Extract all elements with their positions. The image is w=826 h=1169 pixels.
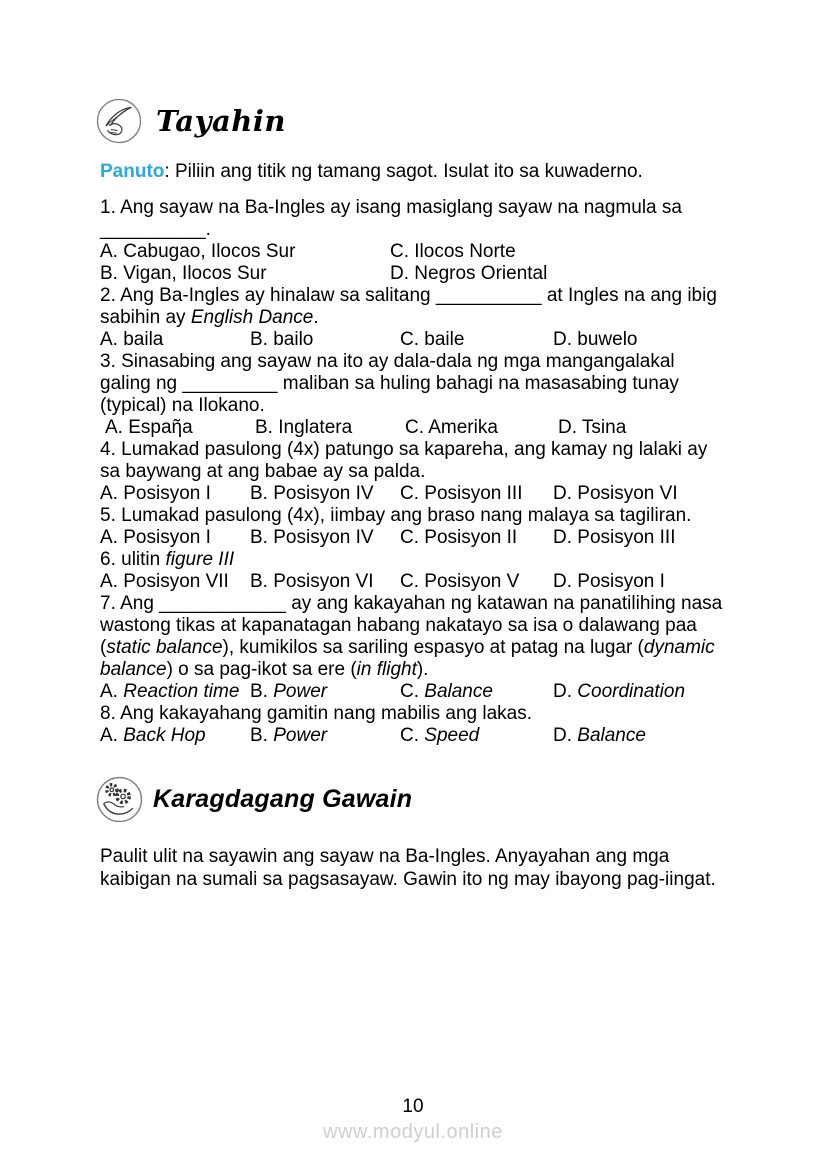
option-cell: [100, 571, 250, 593]
option-cell: [553, 527, 726, 549]
options-row: [100, 571, 726, 593]
text-segment: A. Espaῆa: [105, 417, 193, 438]
text-line: [100, 615, 726, 637]
text-segment: D. buwelo: [553, 329, 638, 350]
option-cell: [250, 571, 400, 593]
italic-text: Speed: [424, 725, 480, 746]
italic-text: Balance: [424, 681, 493, 702]
text-segment: C. Posisyon V: [400, 571, 520, 592]
text-segment: D.: [553, 681, 578, 702]
option-cell: [250, 483, 400, 505]
text-segment: C.: [400, 725, 425, 746]
text-line: [100, 703, 726, 725]
options-row: [100, 417, 726, 439]
italic-text: Balance: [577, 725, 646, 746]
option-cell: [553, 483, 726, 505]
option-cell: [553, 571, 726, 593]
option-cell: [390, 241, 726, 263]
option-cell: [553, 725, 726, 747]
text-segment: B. Vigan, Ilocos Sur: [100, 263, 267, 284]
option-cell: [250, 329, 400, 351]
text-line: [100, 307, 726, 329]
text-segment: A. Posisyon I: [100, 483, 211, 504]
option-cell: [400, 329, 553, 351]
text-segment: D. Posisyon III: [553, 527, 676, 548]
text-line: [100, 351, 726, 373]
text-segment: ) o sa pag-ikot sa ere (: [166, 659, 357, 680]
options-row: [100, 329, 726, 351]
instruction-label: Panuto: [100, 161, 165, 182]
text-segment: A. Cabugao, Ilocos Sur: [100, 241, 296, 262]
options-row: [100, 681, 726, 703]
option-cell: [553, 329, 726, 351]
options-row: [100, 483, 726, 505]
option-cell: [100, 527, 250, 549]
text-segment: A.: [100, 725, 124, 746]
karagdagang-gawain-header: [96, 776, 412, 823]
italic-text: Power: [273, 725, 328, 746]
text-line: [100, 505, 726, 527]
italic-text: dynamic: [643, 637, 715, 658]
text-segment: galing ng _________ maliban sa huling bahagi na masasabing tunay: [100, 373, 679, 394]
option-cell: [250, 681, 400, 703]
text-segment: B. Posisyon IV: [250, 527, 374, 548]
option-cell: [105, 417, 255, 439]
text-line: [100, 549, 726, 571]
tayahin-header: [96, 98, 286, 144]
text-line: [100, 373, 726, 395]
text-segment: ), kumikilos sa sariling espasyo at patag na lugar (: [222, 637, 644, 658]
text-line: [100, 461, 726, 483]
option-cell: [400, 483, 553, 505]
text-line: [100, 868, 726, 891]
page-number: 10: [402, 1096, 424, 1117]
text-segment: B.: [250, 681, 274, 702]
text-segment: (typical) na Ilokano.: [100, 395, 265, 416]
text-segment: Paulit ulit na sayawin ang sayaw na Ba-Ingles. Anyayahan ang mga: [100, 846, 670, 867]
text-segment: wastong tikas at kapanatagan habang nakatayo sa isa o dalawang paa: [100, 615, 697, 636]
options-row: [100, 527, 726, 549]
text-segment: D. Tsina: [558, 417, 627, 438]
text-line: [100, 659, 726, 681]
text-segment: kaibigan na sumali sa pagsasayaw. Gawin ito ng may ibayong pag-iingat.: [100, 869, 716, 890]
option-cell: [558, 417, 726, 439]
text-segment: 1. Ang sayaw na Ba-Ingles ay isang masiglang sayaw na nagmula sa: [100, 197, 682, 218]
quill-writing-icon: [96, 98, 142, 144]
italic-text: static balance: [106, 637, 223, 658]
text-segment: __________.: [100, 219, 211, 240]
option-cell: [405, 417, 558, 439]
text-segment: ).: [416, 659, 429, 680]
text-segment: 2. Ang Ba-Ingles ay hinalaw sa salitang __________ at Ingles na ang ibig: [100, 285, 717, 306]
instruction-text: : Piliin ang titik ng tamang sagot. Isulat ito sa kuwaderno.: [164, 161, 643, 182]
text-segment: sa baywang at ang babae ay sa palda.: [100, 461, 426, 482]
italic-text: Coordination: [577, 681, 686, 702]
option-cell: [400, 681, 553, 703]
text-segment: A. baila: [100, 329, 164, 350]
italic-text: in flight: [356, 659, 417, 680]
option-cell: [250, 725, 400, 747]
text-segment: C.: [400, 681, 425, 702]
option-cell: [250, 527, 400, 549]
option-cell: [390, 263, 726, 285]
text-segment: 4. Lumakad pasulong (4x) patungo sa kapareha, ang kamay ng lalaki ay: [100, 439, 708, 460]
option-cell: [400, 725, 553, 747]
text-line: [100, 439, 726, 461]
text-segment: A. Posisyon VII: [100, 571, 229, 592]
option-cell: [100, 329, 250, 351]
option-cell: [100, 241, 390, 263]
option-cell: [100, 263, 390, 285]
text-segment: D. Posisyon VI: [553, 483, 678, 504]
text-line: [100, 219, 726, 241]
text-segment: C. baile: [400, 329, 465, 350]
text-segment: D. Posisyon I: [553, 571, 665, 592]
text-segment: B. Inglatera: [255, 417, 353, 438]
text-line: [100, 845, 726, 868]
options-row: [100, 725, 726, 747]
option-cell: [100, 483, 250, 505]
instruction-line: [100, 161, 760, 183]
options-row: [100, 241, 726, 263]
options-row: [100, 263, 726, 285]
option-cell: [255, 417, 405, 439]
option-cell: [400, 527, 553, 549]
text-segment: 7. Ang ____________ ay ang kakayahan ng katawan na panatilihing nasa: [100, 593, 723, 614]
hand-gears-icon: [96, 776, 143, 823]
watermark: www.modyul.online: [323, 1121, 503, 1143]
option-cell: [100, 681, 250, 703]
option-cell: [553, 681, 726, 703]
option-cell: [100, 725, 250, 747]
text-line: [100, 197, 726, 219]
text-segment: 3. Sinasabing ang sayaw na ito ay dala-dala ng mga mangangalakal: [100, 351, 675, 372]
text-segment: A.: [100, 681, 124, 702]
text-line: [100, 395, 726, 417]
text-segment: D. Negros Oriental: [390, 263, 548, 284]
italic-text: Power: [273, 681, 328, 702]
section-title-tayahin: Tayahin: [156, 104, 286, 138]
text-segment: sabihin ay: [100, 307, 191, 328]
text-segment: C. Amerika: [405, 417, 498, 438]
text-segment: B. bailo: [250, 329, 314, 350]
quiz-body: [100, 197, 726, 747]
text-segment: 8. Ang kakayahang gamitin nang mabilis ang lakas.: [100, 703, 532, 724]
karagdagang-gawain-paragraph: [100, 845, 726, 891]
text-segment: 6. ulitin: [100, 549, 166, 570]
italic-text: Reaction time: [123, 681, 240, 702]
text-line: [100, 593, 726, 615]
text-line: [100, 285, 726, 307]
text-segment: C. Posisyon II: [400, 527, 518, 548]
italic-text: English Dance: [190, 307, 314, 328]
section-title-karagdagang-gawain: Karagdagang Gawain: [153, 785, 413, 813]
text-segment: B. Posisyon IV: [250, 483, 374, 504]
italic-text: balance: [100, 659, 167, 680]
text-segment: A. Posisyon I: [100, 527, 211, 548]
text-line: [100, 637, 726, 659]
italic-text: Back Hop: [123, 725, 206, 746]
option-cell: [400, 571, 553, 593]
italic-text: figure III: [165, 549, 235, 570]
text-segment: C. Ilocos Norte: [390, 241, 516, 262]
text-segment: B. Posisyon VI: [250, 571, 374, 592]
text-segment: C. Posisyon III: [400, 483, 523, 504]
text-segment: D.: [553, 725, 578, 746]
text-segment: B.: [250, 725, 274, 746]
text-segment: (: [100, 637, 107, 658]
text-segment: 5. Lumakad pasulong (4x), iimbay ang braso nang malaya sa tagiliran.: [100, 505, 692, 526]
text-segment: .: [313, 307, 319, 328]
